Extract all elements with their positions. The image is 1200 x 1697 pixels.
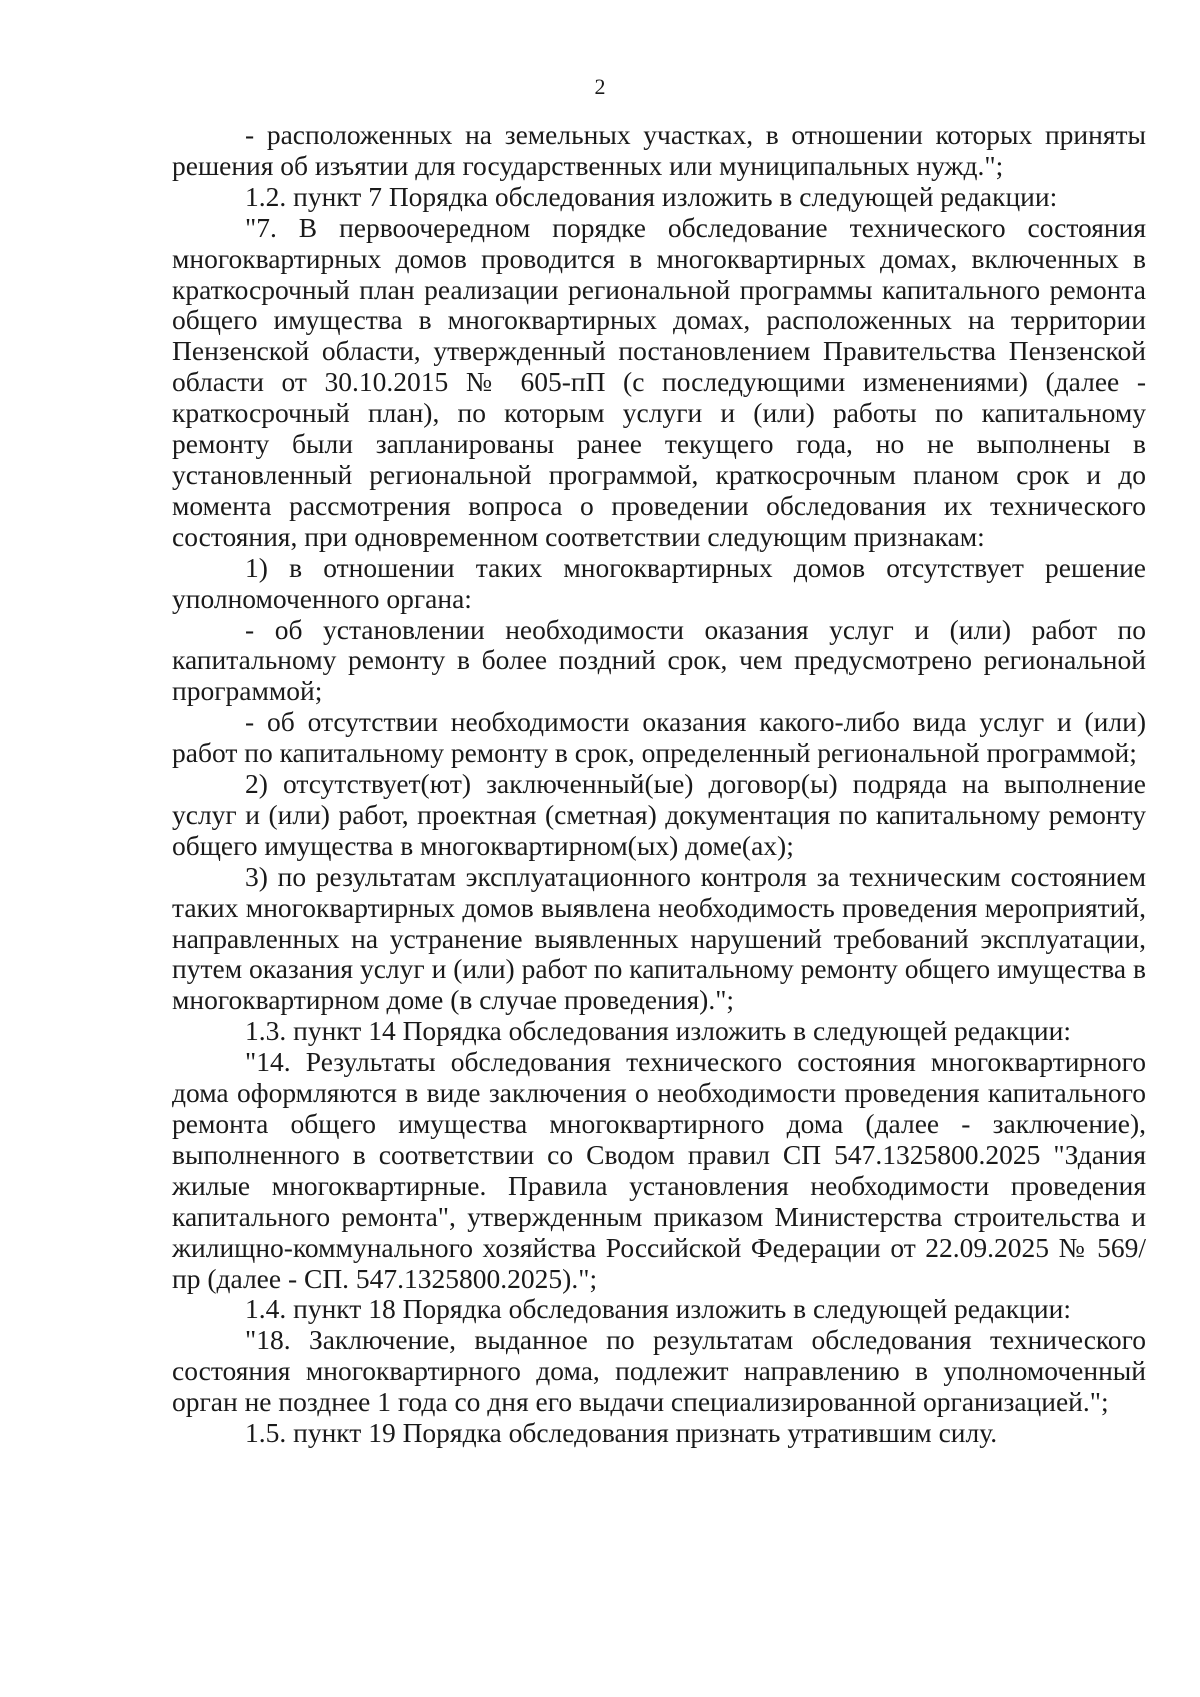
paragraph-criterion-1-dash-1: - об установлении необходимости оказания услуг и (или) работ по капитальному ремонту в более поздний срок, чем предусмотрено региональной программой; [172, 613, 1146, 707]
paragraph-point-14: "14. Результаты обследования технического состояния многоквартирного дома оформляются в виде заключения о необходимости проведения капитального ремонта общего имущества многоквартирного дома (далее - заключение), выполненного в соответствии со Сводом правил СП 547.1325800.2025 "Здания жилые многоквартирные. Правила установления необходимости проведения капитального ремонта", утвержденным приказом Министерства строительства и жилищно-коммунального хозяйства Российской Федерации от 22.09.2025 № 569/пр (далее - СП. 547.1325800.2025)."; [172, 1046, 1146, 1294]
document-body [172, 120, 1146, 1449]
paragraph-amendment-1-5: 1.5. пункт 19 Порядка обследования признать утратившим силу. [245, 1417, 998, 1449]
paragraph-criterion-2: 2) отсутствует(ют) заключенный(ые) договор(ы) подряда на выполнение услуг и (или) работ, проектная (сметная) документация по капитальному ремонту общего имущества в многоквартирном(ых) доме(ах); [172, 768, 1146, 861]
paragraph-criterion-1-dash-2: - об отсутствии необходимости оказания какого-либо вида услуг и (или) работ по капитальному ремонту в срок, определенный региональной программой; [172, 706, 1146, 769]
paragraph-amendment-1-3: 1.3. пункт 14 Порядка обследования изложить в следующей редакции: [245, 1015, 1071, 1047]
paragraph-criterion-1: 1) в отношении таких многоквартирных домов отсутствует решение уполномоченного органа: [172, 551, 1146, 614]
paragraph-point-7: "7. В первоочередном порядке обследование технического состояния многоквартирных домов проводится в многоквартирных домах, включенных в краткосрочный план реализации региональной программы капитального ремонта общего имущества в многоквартирных домах, расположенных на территории Пензенской области, утвержденный постановлением Правительства Пензенской области от 30.10.2015 № 605-пП (с последующими изменениями) (далее - краткосрочный план), по которым услуги и (или) работы по капитальному ремонту были запланированы ранее текущего года, но не выполнены в установленный региональной программой, краткосрочным планом срок и до момента рассмотрения вопроса о проведении обследования их технического состояния, при одновременном соответствии следующим признакам: [172, 211, 1146, 552]
paragraph-point-18: "18. Заключение, выданное по результатам обследования технического состояния многоквартирного дома, подлежит направлению в уполномоченный орган не позднее 1 года со дня его выдачи специализированной организацией."; [172, 1324, 1146, 1418]
paragraph-continuation-item: - расположенных на земельных участках, в отношении которых приняты решения об изъятии для государственных или муниципальных нужд."; [172, 119, 1146, 181]
paragraph-amendment-1-4: 1.4. пункт 18 Порядка обследования изложить в следующей редакции: [245, 1293, 1071, 1325]
paragraph-amendment-1-2: 1.2. пункт 7 Порядка обследования изложить в следующей редакции: [245, 180, 1058, 212]
paragraph-criterion-3: 3) по результатам эксплуатационного контроля за техническим состоянием таких многоквартирных домов выявлена необходимость проведения мероприятий, направленных на устранение выявленных нарушений требований эксплуатации, путем оказания услуг и (или) работ по капитальному ремонту общего имущества в многоквартирном доме (в случае проведения)."; [172, 860, 1146, 1016]
page-number: 2 [594, 74, 606, 99]
